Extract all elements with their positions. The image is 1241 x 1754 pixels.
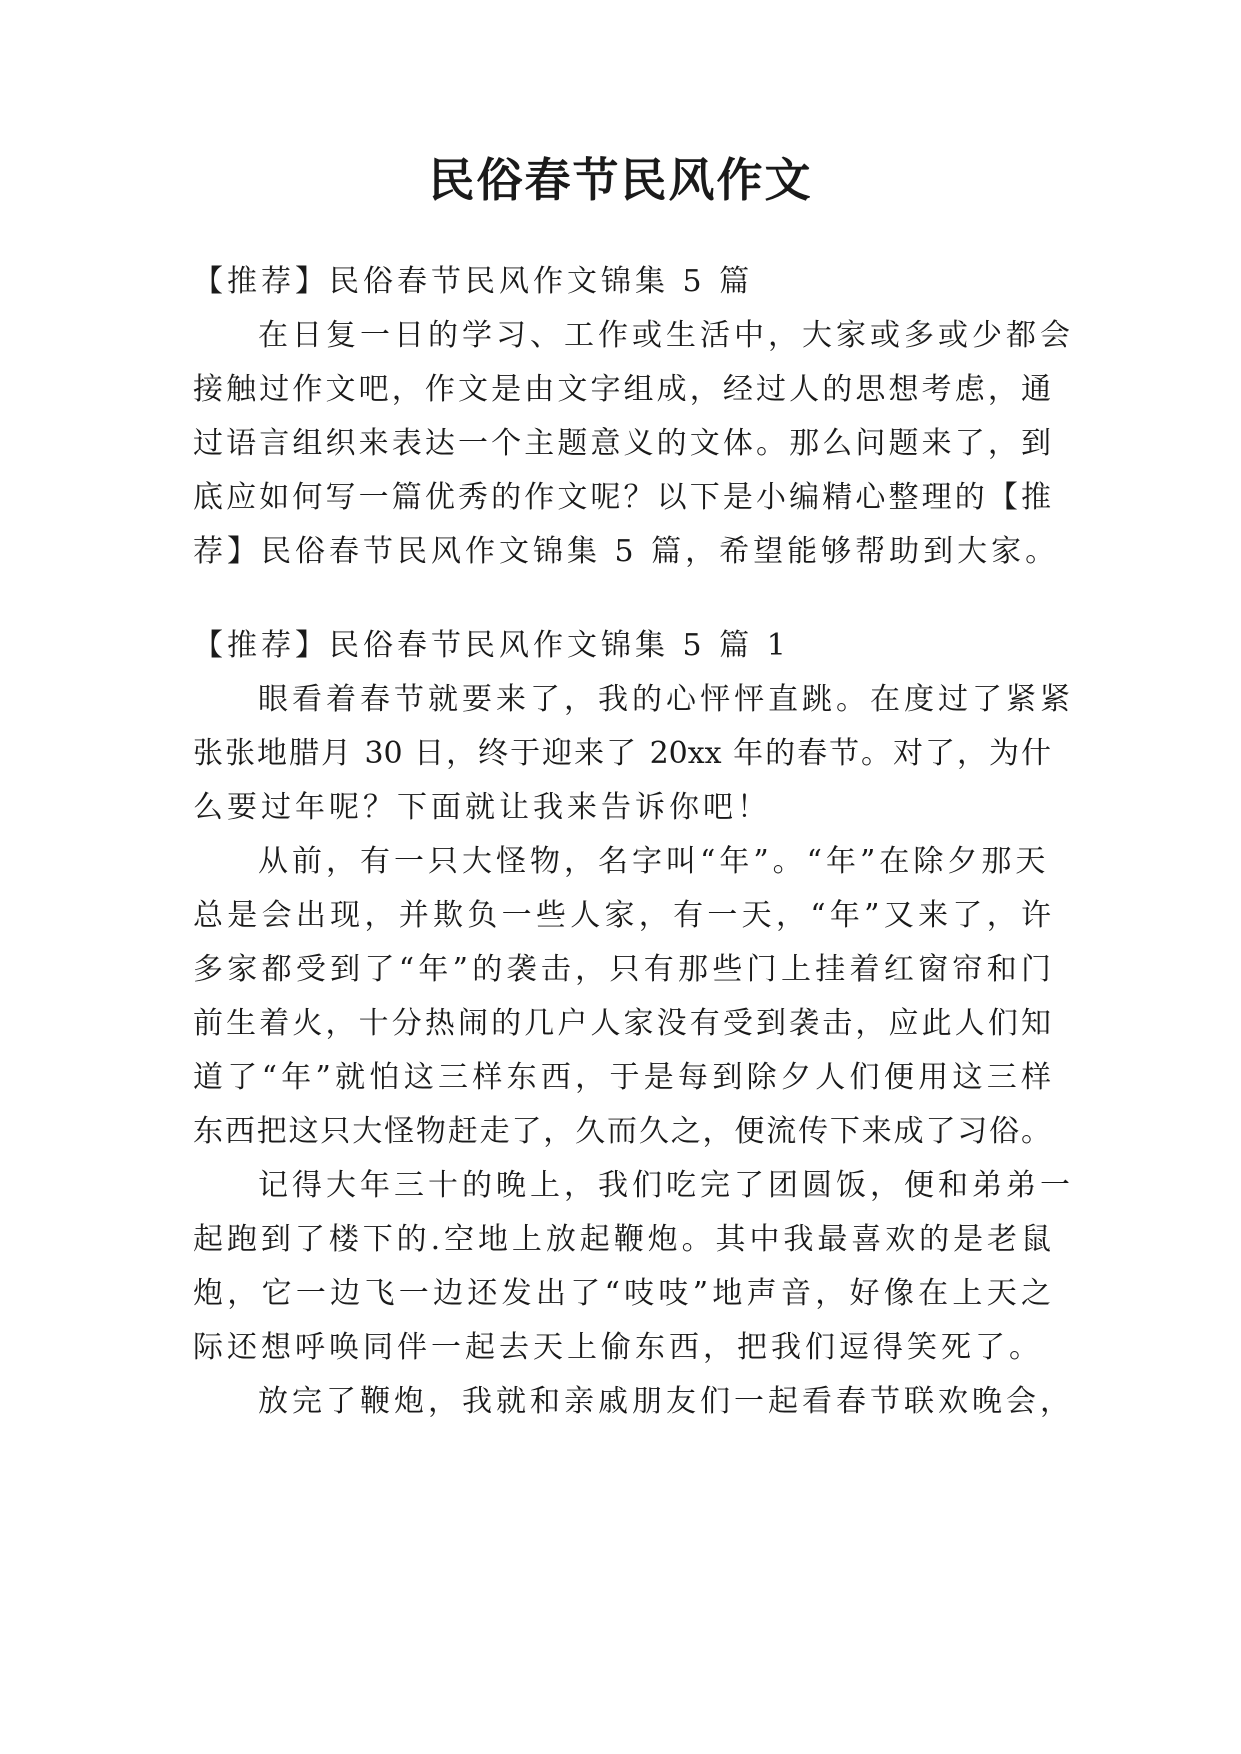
paragraph-line: 过语言组织来表达一个主题意义的文体。那么问题来了，到 [193, 426, 1051, 461]
paragraph-line: 多家都受到了“年”的袭击，只有那些门上挂着红窗帘和门 [193, 952, 1051, 987]
paragraph-line: 放完了鞭炮，我就和亲戚朋友们一起看春节联欢晚会， [258, 1384, 1074, 1419]
paragraph-line: 总是会出现，并欺负一些人家，有一天，“年”又来了，许 [193, 898, 1051, 933]
intro-heading: 【推荐】民俗春节民风作文锦集 5 篇 [193, 264, 754, 299]
paragraph-line: 张张地腊月 30 日，终于迎来了 20xx 年的春节。对了，为什 [193, 736, 1051, 771]
paragraph-line: 际还想呼唤同伴一起去天上偷东西，把我们逗得笑死了。 [193, 1330, 1043, 1365]
paragraph-line: 起跑到了楼下的.空地上放起鞭炮。其中我最喜欢的是老鼠 [193, 1222, 1051, 1257]
section-heading: 【推荐】民俗春节民风作文锦集 5 篇 1 [193, 628, 790, 663]
paragraph-line: 东西把这只大怪物赶走了，久而久之，便流传下来成了习俗。 [193, 1114, 1051, 1149]
paragraph-line: 从前，有一只大怪物，名字叫“年”。“年”在除夕那天 [258, 844, 1050, 879]
paragraph-line: 炮，它一边飞一边还发出了“吱吱”地声音，好像在上天之 [193, 1276, 1051, 1311]
paragraph-line: 底应如何写一篇优秀的作文呢？以下是小编精心整理的【推 [193, 480, 1051, 515]
paragraph-line: 在日复一日的学习、工作或生活中，大家或多或少都会 [258, 318, 1074, 353]
paragraph-line: 眼看着春节就要来了，我的心怦怦直跳。在度过了紧紧 [258, 682, 1074, 717]
paragraph-line: 道了“年”就怕这三样东西，于是每到除夕人们便用这三样 [193, 1060, 1051, 1095]
paragraph-line: 接触过作文吧，作文是由文字组成，经过人的思想考虑，通 [193, 372, 1051, 407]
paragraph-line: 么要过年呢？下面就让我来告诉你吧！ [193, 790, 771, 825]
paragraph-line: 荐】民俗春节民风作文锦集 5 篇，希望能够帮助到大家。 [193, 534, 1060, 569]
paragraph-line: 前生着火，十分热闹的几户人家没有受到袭击，应此人们知 [193, 1006, 1051, 1041]
document-title: 民俗春节民风作文 [428, 153, 813, 207]
paragraph-line: 记得大年三十的晚上，我们吃完了团圆饭，便和弟弟一 [258, 1168, 1074, 1203]
